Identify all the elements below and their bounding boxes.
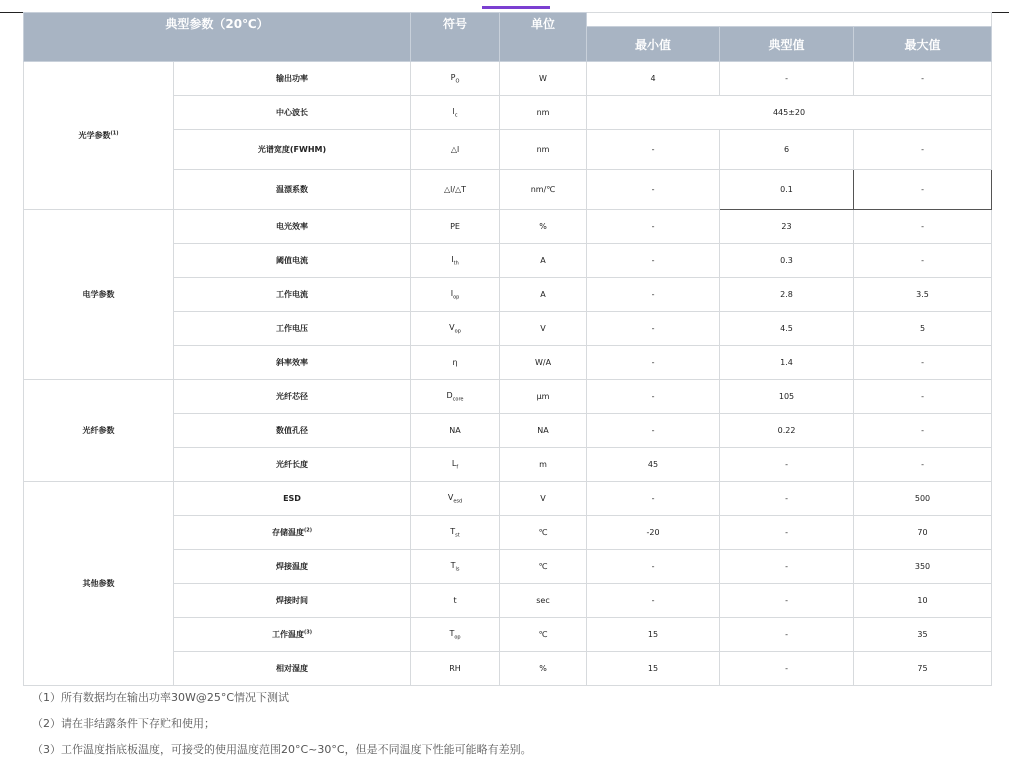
param-name: 阈值电流 (174, 244, 411, 278)
param-min: - (587, 482, 720, 516)
param-symbol: NA (411, 414, 500, 448)
param-symbol: t (411, 584, 500, 618)
param-name: 工作电压 (174, 312, 411, 346)
param-max: 75 (854, 652, 992, 686)
param-symbol: △l/△T (411, 170, 500, 210)
param-typ: - (720, 550, 854, 584)
header-max: 最大值 (854, 27, 992, 62)
param-typ: - (720, 618, 854, 652)
param-max: - (854, 210, 992, 244)
param-min: - (587, 380, 720, 414)
param-min: - (587, 414, 720, 448)
param-symbol: △l (411, 130, 500, 170)
group-fiber: 光纤参数 (24, 380, 174, 482)
param-merged-value: 445±20 (587, 96, 992, 130)
param-unit: % (500, 652, 587, 686)
param-symbol: $D_{core}$ (411, 380, 500, 414)
param-name: 焊接时间 (174, 584, 411, 618)
header-min: 最小值 (587, 27, 720, 62)
param-max: 5 (854, 312, 992, 346)
param-unit: ℃ (500, 516, 587, 550)
param-symbol: $T_{st}$ (411, 516, 500, 550)
param-typ: 0.22 (720, 414, 854, 448)
param-min: - (587, 244, 720, 278)
param-symbol: $I_{th}$ (411, 244, 500, 278)
footnote-2: （2）请在非结露条件下存贮和使用； (32, 717, 215, 730)
header-param: 典型参数（20℃） (24, 13, 411, 62)
param-name: 数值孔径 (174, 414, 411, 448)
param-unit: ℃ (500, 618, 587, 652)
param-max: 35 (854, 618, 992, 652)
param-symbol: η (411, 346, 500, 380)
param-max: - (854, 62, 992, 96)
param-typ: 0.1 (720, 170, 854, 210)
param-typ: - (720, 584, 854, 618)
param-symbol: $I_{op}$ (411, 278, 500, 312)
param-symbol: $L_f$ (411, 448, 500, 482)
param-typ: - (720, 652, 854, 686)
param-typ: 1.4 (720, 346, 854, 380)
param-min: 15 (587, 618, 720, 652)
param-unit: V (500, 482, 587, 516)
param-min: - (587, 170, 720, 210)
param-min: 45 (587, 448, 720, 482)
header-unit: 单位 (500, 13, 587, 62)
footnotes (32, 690, 532, 768)
param-name: 中心波长 (174, 96, 411, 130)
param-name: 工作温度$^{(3)}$ (174, 618, 411, 652)
param-min: - (587, 584, 720, 618)
param-typ: - (720, 448, 854, 482)
table-row (24, 62, 992, 96)
param-typ: - (720, 62, 854, 96)
active-tab-indicator (482, 6, 550, 9)
param-typ: 2.8 (720, 278, 854, 312)
param-max: - (854, 244, 992, 278)
param-name: ESD (174, 482, 411, 516)
param-symbol: $l_c$ (411, 96, 500, 130)
param-symbol: $V_{op}$ (411, 312, 500, 346)
param-unit: W (500, 62, 587, 96)
param-max: 500 (854, 482, 992, 516)
group-other: 其他参数 (24, 482, 174, 686)
table-row (24, 482, 992, 516)
param-name: 斜率效率 (174, 346, 411, 380)
header-typ: 典型值 (720, 27, 854, 62)
param-name: 相对湿度 (174, 652, 411, 686)
param-name: 光纤芯径 (174, 380, 411, 414)
param-name: 电光效率 (174, 210, 411, 244)
header-spacer (587, 13, 992, 27)
param-min: - (587, 346, 720, 380)
param-typ: 0.3 (720, 244, 854, 278)
param-max: - (854, 130, 992, 170)
param-min: - (587, 210, 720, 244)
param-max: 70 (854, 516, 992, 550)
param-unit: nm (500, 96, 587, 130)
param-name: 光纤长度 (174, 448, 411, 482)
param-symbol: $T_{op}$ (411, 618, 500, 652)
param-max: 3.5 (854, 278, 992, 312)
param-max: - (854, 414, 992, 448)
table-row (24, 210, 992, 244)
param-min: 4 (587, 62, 720, 96)
param-min: - (587, 312, 720, 346)
param-unit: nm/℃ (500, 170, 587, 210)
param-symbol: $V_{esd}$ (411, 482, 500, 516)
header-symbol: 符号 (411, 13, 500, 62)
group-electrical: 电学参数 (24, 210, 174, 380)
param-unit: m (500, 448, 587, 482)
param-name: 输出功率 (174, 62, 411, 96)
param-unit: W/A (500, 346, 587, 380)
param-symbol: $P_O$ (411, 62, 500, 96)
param-min: -20 (587, 516, 720, 550)
param-name: 焊接温度 (174, 550, 411, 584)
param-min: - (587, 550, 720, 584)
param-unit: A (500, 244, 587, 278)
param-min: - (587, 130, 720, 170)
spec-table-body (24, 62, 992, 686)
param-max: - (854, 346, 992, 380)
param-unit: nm (500, 130, 587, 170)
param-typ: 4.5 (720, 312, 854, 346)
param-name: 温漂系数 (174, 170, 411, 210)
param-max: - (854, 170, 992, 210)
param-max: 10 (854, 584, 992, 618)
param-name: 存储温度$^{(2)}$ (174, 516, 411, 550)
table-row (24, 380, 992, 414)
param-min: - (587, 278, 720, 312)
param-unit: ℃ (500, 550, 587, 584)
footnote-3: （3）工作温度指底板温度，可接受的使用温度范围20°C~30°C，但是不同温度下性能可能略有差别。 (32, 743, 532, 756)
footnote-1: （1）所有数据均在输出功率30W@25°C情况下测试 (32, 691, 290, 704)
param-unit: µm (500, 380, 587, 414)
param-min: 15 (587, 652, 720, 686)
param-symbol: RH (411, 652, 500, 686)
param-max: 350 (854, 550, 992, 584)
param-typ: 6 (720, 130, 854, 170)
param-max: - (854, 380, 992, 414)
param-typ: - (720, 516, 854, 550)
param-unit: NA (500, 414, 587, 448)
param-symbol: $T_{ls}$ (411, 550, 500, 584)
param-typ: - (720, 482, 854, 516)
param-unit: A (500, 278, 587, 312)
param-unit: sec (500, 584, 587, 618)
param-typ: 23 (720, 210, 854, 244)
spec-table (23, 12, 992, 686)
param-unit: % (500, 210, 587, 244)
param-typ: 105 (720, 380, 854, 414)
param-max: - (854, 448, 992, 482)
param-name: 光谱宽度(FWHM) (174, 130, 411, 170)
param-unit: V (500, 312, 587, 346)
param-name: 工作电流 (174, 278, 411, 312)
group-optical: 光学参数$^{(1)}$ (24, 62, 174, 210)
param-symbol: PE (411, 210, 500, 244)
